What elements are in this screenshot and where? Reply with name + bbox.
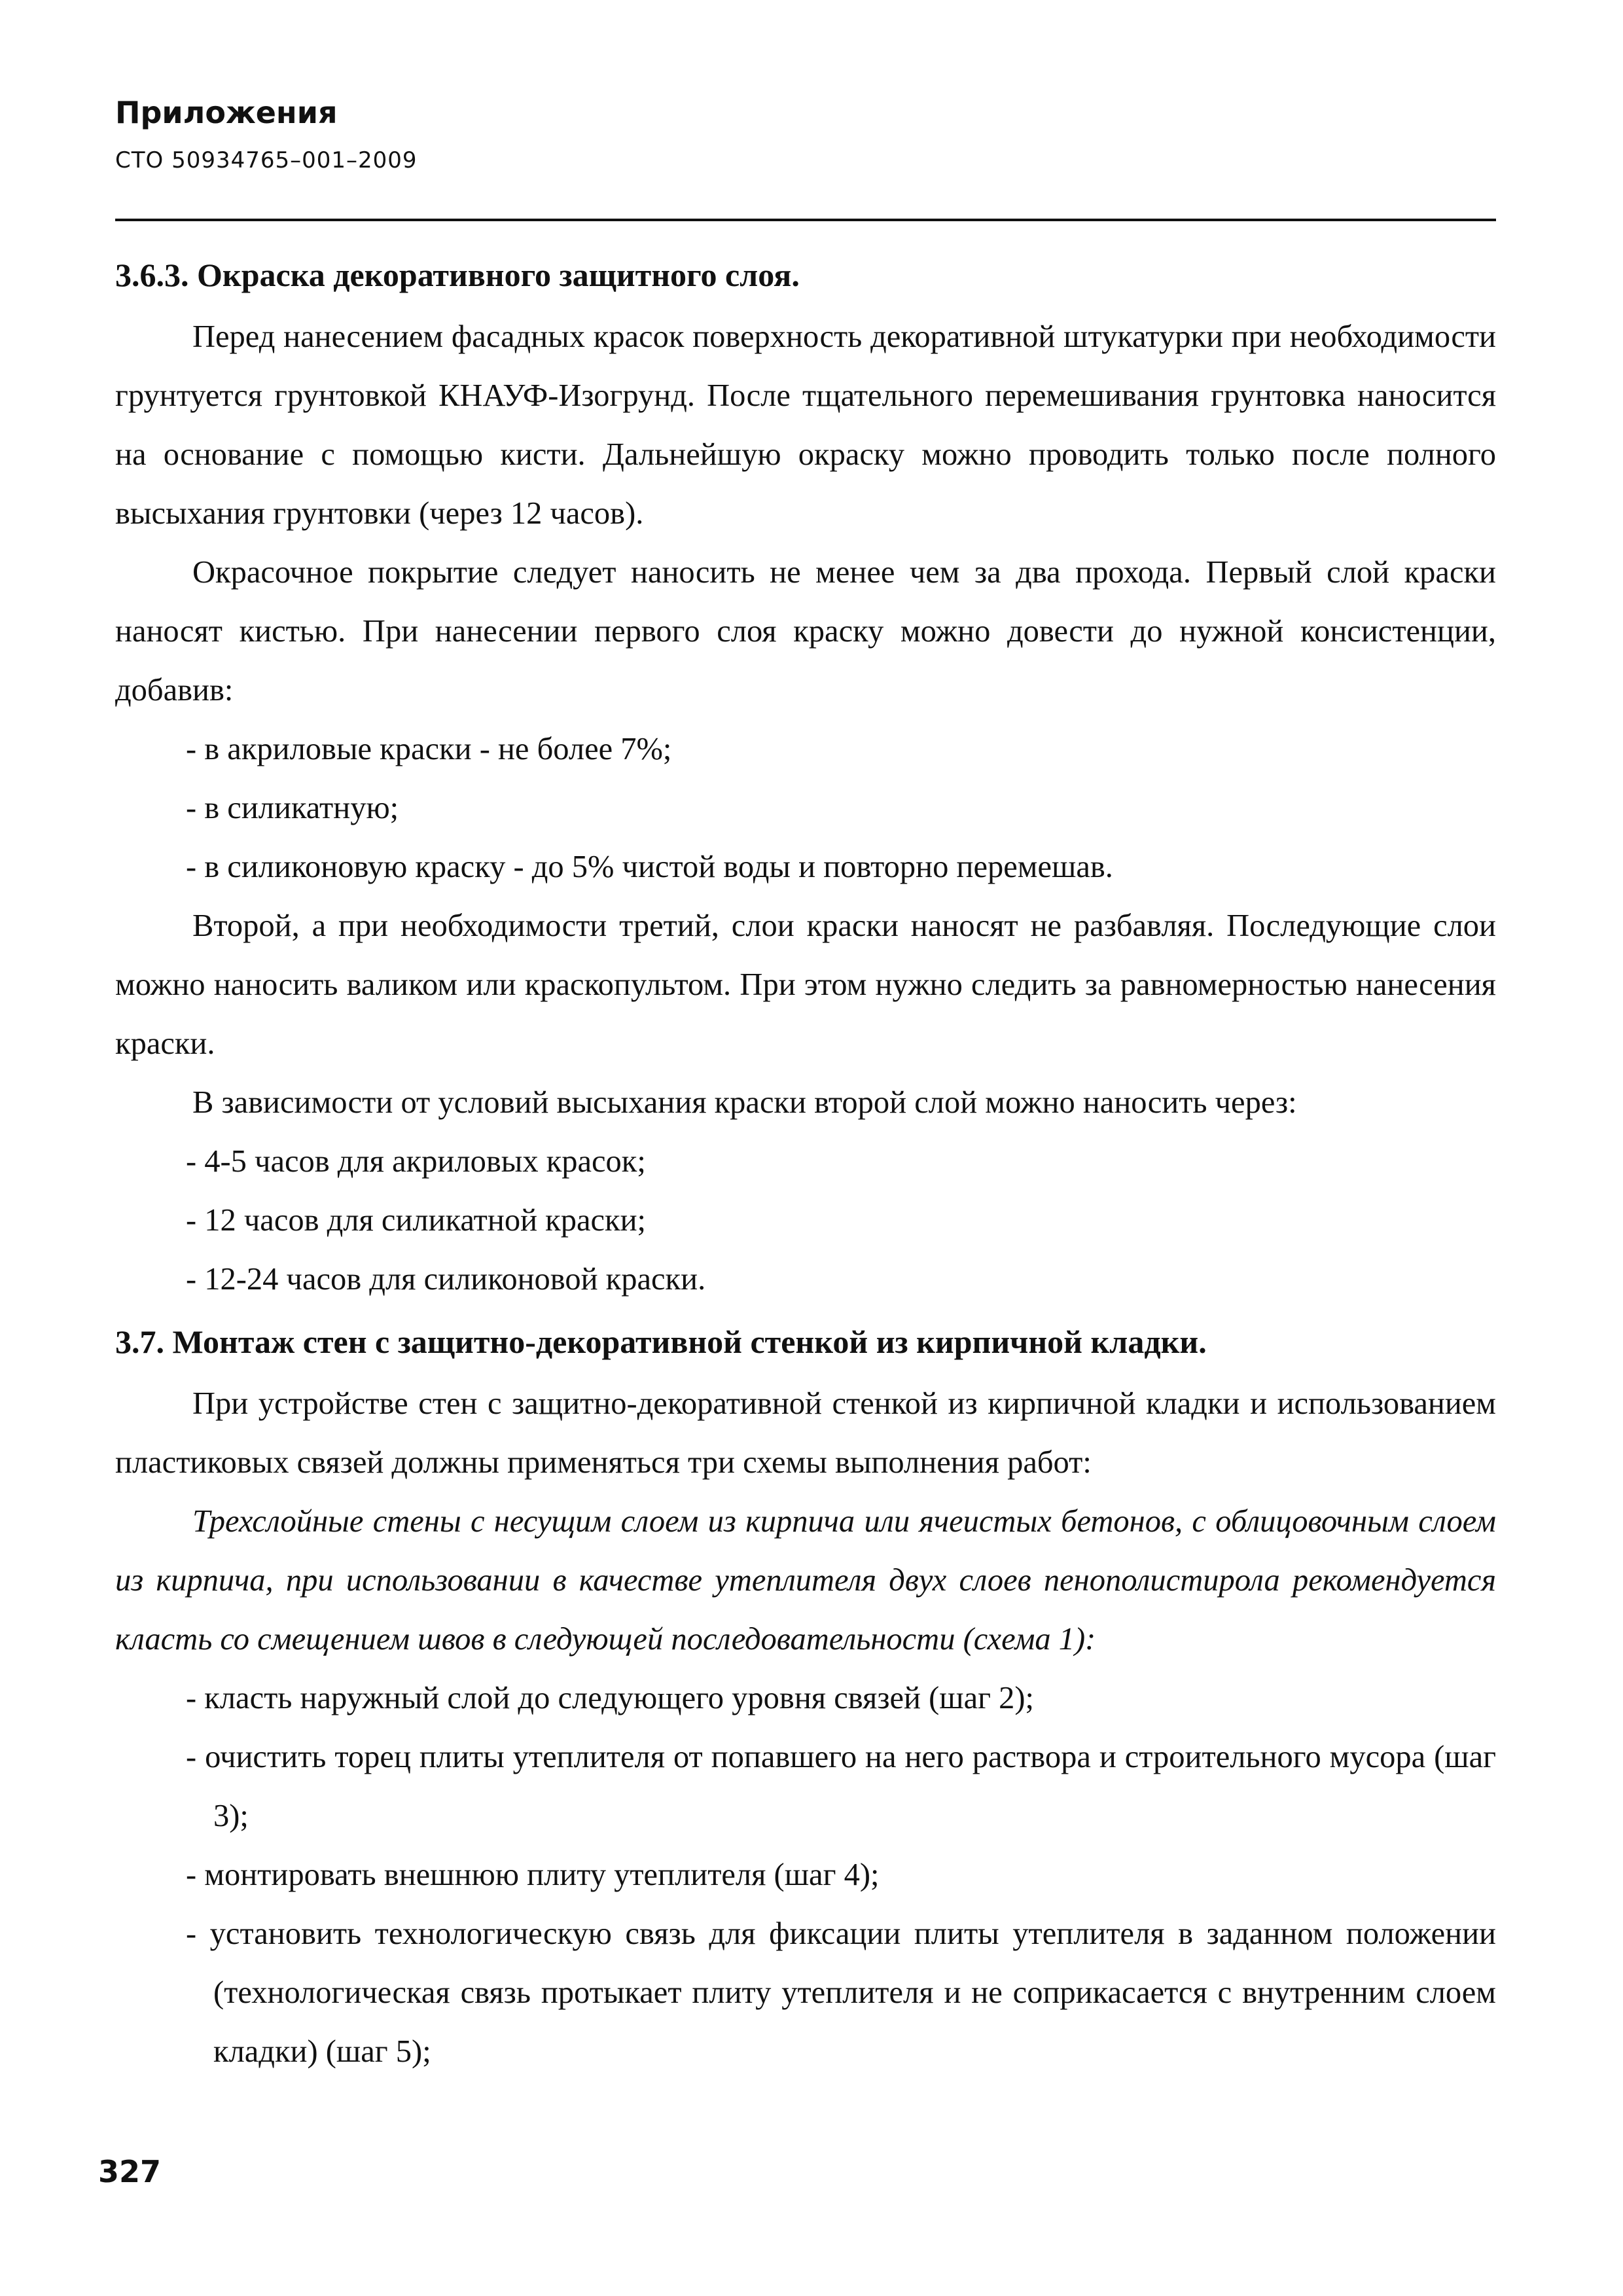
italic-paragraph: Трехслойные стены с несущим слоем из кирпича или ячеистых бетонов, с облицовочным слоем из кирпича, при использовании в качестве утеплителя двух слоев пенополистирола рекомендуется класть со смещением швов в следующей последовательности (схема 1): [115, 1504, 1496, 1657]
list-item: - 12 часов для силикатной краски; [186, 1203, 647, 1238]
list-item: - в акриловые краски - не более 7%; [186, 732, 672, 766]
page-header [115, 92, 1496, 178]
list-item: - установить технологическую связь для фиксации плиты утеплителя в заданном положении (технологическая связь протыкает плиту утеплителя и не соприкасается с внутренним слоем кладки) (шаг 5); [186, 1916, 1496, 2069]
list-item: - в силиконовую краску - до 5% чистой воды и повторно перемешав. [186, 850, 1113, 884]
paragraph: При устройстве стен с защитно-декоративной стенкой из кирпичной кладки и использованием пластиковых связей должны применяться три схемы выполнения работ: [115, 1386, 1496, 1480]
section-heading-3-6-3: 3.6.3. Окраска декоративного защитного слоя. [115, 257, 800, 293]
list-item: - в силикатную; [186, 791, 399, 825]
section-heading-3-7: 3.7. Монтаж стен с защитно-декоративной стенкой из кирпичной кладки. [115, 1323, 1207, 1360]
paragraph: В зависимости от условий высыхания краски второй слой можно наносить через: [192, 1085, 1297, 1120]
list-item: - 12-24 часов для силиконовой краски. [186, 1262, 706, 1297]
header-divider [115, 219, 1496, 221]
document-code: СТО 50934765–001–2009 [115, 147, 418, 173]
list-item: - 4-5 часов для акриловых красок; [186, 1144, 646, 1179]
paragraph: Окрасочное покрытие следует наносить не менее чем за два прохода. Первый слой краски наносят кистью. При нанесении первого слоя краску можно довести до нужной консистенции, добавив: [115, 555, 1496, 708]
list-item: - класть наружный слой до следующего уровня связей (шаг 2); [186, 1681, 1035, 1715]
page-content [115, 242, 1496, 2081]
paragraph: Второй, а при необходимости третий, слои краски наносят не разбавляя. Последующие слои можно наносить валиком или краскопультом. При этом нужно следить за равномерностью нанесения краски. [115, 908, 1496, 1061]
header-title: Приложения [115, 95, 338, 130]
list-item: - монтировать внешнюю плиту утеплителя (шаг 4); [186, 1857, 880, 1892]
paragraph: Перед нанесением фасадных красок поверхность декоративной штукатурки при необходимости грунтуется грунтовкой КНАУФ-Изогрунд. После тщательного перемешивания грунтовка наносится на основание с помощью кисти. Дальнейшую окраску можно проводить только после полного высыхания грунтовки (через 12 часов). [115, 319, 1496, 531]
page-number: 327 [98, 2154, 162, 2189]
list-item: - очистить торец плиты утеплителя от попавшего на него раствора и строительного мусора (шаг 3); [186, 1740, 1496, 1833]
